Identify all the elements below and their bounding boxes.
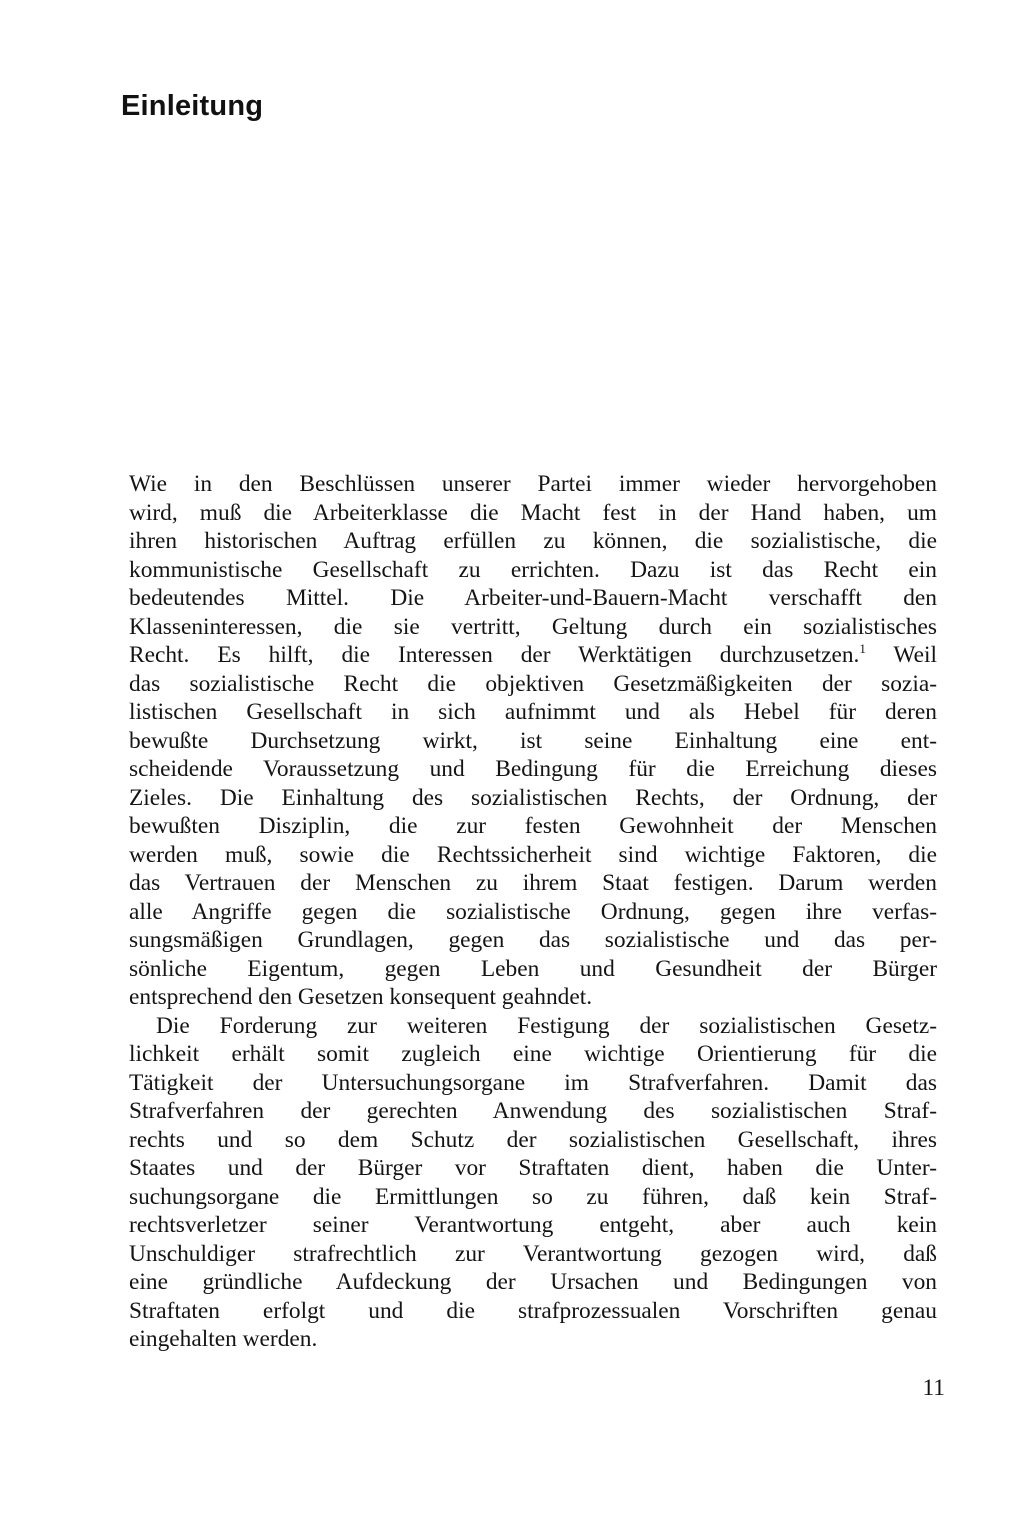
chapter-heading: Einleitung <box>121 90 264 122</box>
text-line-with-footnote <box>129 641 937 670</box>
text-line: Strafverfahren der gerechten Anwendung des sozialistischen Straf- <box>129 1098 937 1124</box>
text-line: bewußten Disziplin, die zur festen Gewohnheit der Menschen <box>129 813 937 839</box>
text-line: das Vertrauen der Menschen zu ihrem Staat festigen. Darum werden <box>129 870 937 896</box>
text-segment: Weil <box>865 642 937 668</box>
text-line: Staates und der Bürger vor Straftaten dient, haben die Unter- <box>129 1155 937 1181</box>
text-line: Straftaten erfolgt und die strafprozessualen Vorschriften genau <box>129 1297 937 1324</box>
body-text <box>129 470 937 1354</box>
footnote-marker: 1 <box>859 641 866 656</box>
text-line: bewußte Durchsetzung wirkt, ist seine Einhaltung eine ent- <box>129 727 937 754</box>
text-line: eingehalten werden. <box>129 1326 318 1352</box>
text-line: das sozialistische Recht die objektiven Gesetzmäßigkeiten der sozia- <box>129 670 937 697</box>
text-line: kommunistische Gesellschaft zu errichten. Dazu ist das Recht ein <box>129 556 937 583</box>
text-line: werden muß, sowie die Rechtssicherheit sind wichtige Faktoren, die <box>129 841 937 868</box>
text-line: rechtsverletzer seiner Verantwortung entgeht, aber auch kein <box>129 1212 937 1238</box>
text-line: wird, muß die Arbeiterklasse die Macht fest in der Hand haben, um <box>129 499 937 526</box>
text-line: Klasseninteressen, die sie vertritt, Geltung durch ein sozialistisches <box>129 613 937 640</box>
text-line: listischen Gesellschaft in sich aufnimmt und als Hebel für deren <box>129 699 937 725</box>
text-line: Tätigkeit der Untersuchungsorgane im Strafverfahren. Damit das <box>129 1069 937 1096</box>
text-line: rechts und so dem Schutz der sozialistischen Gesellschaft, ihres <box>129 1126 937 1153</box>
text-line: Wie in den Beschlüssen unserer Partei immer wieder hervorgehoben <box>129 471 937 497</box>
text-line: bedeutendes Mittel. Die Arbeiter-und-Bauern-Macht verschafft den <box>129 585 937 611</box>
text-line: sungsmäßigen Grundlagen, gegen das sozialistische und das per- <box>129 927 937 953</box>
text-segment: Recht. Es hilft, die Interessen der Werktätigen durchzusetzen. <box>129 642 860 668</box>
text-line: alle Angriffe gegen die sozialistische Ordnung, gegen ihre verfas- <box>129 898 937 925</box>
page-number: 11 <box>922 1375 945 1401</box>
text-line: ihren historischen Auftrag erfüllen zu können, die sozialistische, die <box>129 528 937 554</box>
text-line: lichkeit erhält somit zugleich eine wichtige Orientierung für die <box>129 1041 937 1067</box>
text-line: suchungsorgane die Ermittlungen so zu führen, daß kein Straf- <box>129 1183 937 1210</box>
text-line: entsprechend den Gesetzen konsequent geahndet. <box>129 984 593 1010</box>
text-line: scheidende Voraussetzung und Bedingung für die Erreichung dieses <box>129 756 937 782</box>
text-line: Die Forderung zur weiteren Festigung der sozialistischen Gesetz- <box>156 1012 937 1039</box>
text-line: Unschuldiger strafrechtlich zur Verantwortung gezogen wird, daß <box>129 1240 937 1267</box>
text-line: sönliche Eigentum, gegen Leben und Gesundheit der Bürger <box>129 955 937 982</box>
text-line: Zieles. Die Einhaltung des sozialistischen Rechts, der Ordnung, der <box>129 784 937 811</box>
text-line: eine gründliche Aufdeckung der Ursachen und Bedingungen von <box>129 1269 937 1295</box>
